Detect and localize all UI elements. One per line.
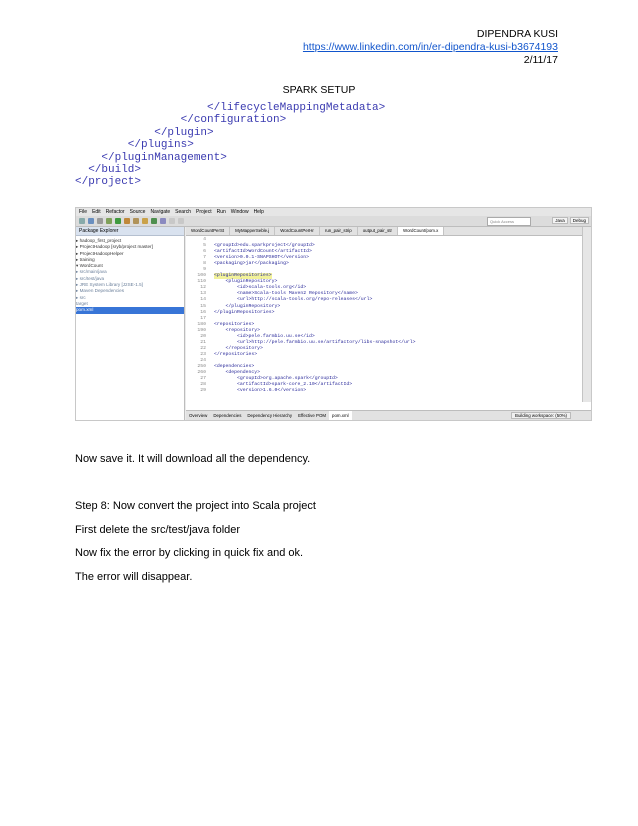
menu-search[interactable]: Search bbox=[175, 209, 192, 215]
line-text: </repositories> bbox=[214, 351, 258, 357]
tree-item[interactable]: ▸ training bbox=[76, 256, 95, 262]
code-area[interactable] bbox=[186, 237, 591, 407]
tab-dependency-hierarchy[interactable]: Dependency Hierarchy bbox=[247, 413, 293, 418]
line-number: 28 bbox=[200, 382, 206, 388]
pom-editor bbox=[186, 227, 591, 420]
tab-dependencies[interactable]: Dependencies bbox=[213, 413, 242, 418]
line-number: 6 bbox=[203, 249, 206, 255]
line-number: 7 bbox=[203, 255, 206, 261]
tab-overview[interactable]: Overview bbox=[189, 413, 208, 418]
print-icon[interactable] bbox=[97, 218, 103, 224]
code-line bbox=[186, 388, 591, 394]
package-explorer-title: Package Explorer bbox=[76, 227, 184, 236]
line-number: 19⊖ bbox=[197, 327, 206, 333]
line-text: <repositories> bbox=[214, 321, 255, 327]
menu-source[interactable]: Source bbox=[129, 209, 146, 215]
tree-item[interactable]: ▸ ProjectHadoopHelper bbox=[76, 250, 124, 256]
line-text: <dependencies> bbox=[214, 363, 255, 369]
editor-tabs bbox=[186, 227, 591, 236]
xml-snippet bbox=[75, 102, 385, 189]
forward-icon[interactable] bbox=[178, 218, 184, 224]
perspective-switcher bbox=[552, 217, 589, 224]
tree-item-selected[interactable]: pom.xml bbox=[76, 307, 184, 313]
line-text: <artifactId>WordCount</artifactId> bbox=[214, 249, 312, 255]
line-text: <url>http://pele.farmbio.uu.se/artifactory/libs-snapshot</url> bbox=[214, 339, 416, 345]
right-side-toolbar bbox=[582, 227, 591, 402]
line-text: <groupId>org.apache.spark</groupId> bbox=[214, 376, 338, 382]
line-number: 8 bbox=[203, 261, 206, 267]
page-title: SPARK SETUP bbox=[282, 84, 356, 96]
menu-edit[interactable]: Edit bbox=[92, 209, 101, 215]
line-number: 10⊖ bbox=[197, 273, 206, 279]
line-number: 25⊖ bbox=[197, 363, 206, 369]
tree-item[interactable]: target bbox=[76, 300, 88, 306]
menu-bar bbox=[76, 208, 592, 216]
line-text: </pluginRepositories> bbox=[214, 309, 275, 315]
line-text: <repository> bbox=[214, 327, 261, 333]
xml-line: </pluginManagement> bbox=[75, 151, 227, 164]
menu-navigate[interactable]: Navigate bbox=[150, 209, 171, 215]
external-tools-icon[interactable] bbox=[124, 218, 130, 224]
paragraph: Step 8: Now convert the project into Scala project bbox=[75, 500, 316, 512]
tree-item[interactable]: ▸ ProjectHadoop [sryb/project master] bbox=[76, 244, 153, 250]
line-number: 4 bbox=[203, 237, 206, 242]
editor-tab[interactable]: run_pair_strip bbox=[320, 227, 358, 235]
new-class-icon[interactable] bbox=[151, 218, 157, 224]
line-text: <version>0.0.1-SNAPSHOT</version> bbox=[214, 255, 309, 261]
author-name: DIPENDRA KUSI bbox=[476, 28, 558, 40]
project-tree bbox=[76, 236, 184, 314]
line-text-highlighted: <pluginRepositories> bbox=[214, 273, 272, 279]
line-number: 26⊖ bbox=[197, 370, 206, 376]
quick-access-input[interactable]: Quick Access bbox=[487, 217, 531, 226]
line-text: <packaging>jar</packaging> bbox=[214, 261, 289, 267]
line-number: 21 bbox=[200, 339, 206, 345]
linkedin-url[interactable]: https://www.linkedin.com/in/er-dipendra-kusi-b3674193 bbox=[302, 41, 558, 53]
debug-perspective-button[interactable]: Debug bbox=[570, 217, 589, 224]
tree-item[interactable]: ▸ Maven Dependencies bbox=[76, 288, 125, 294]
line-text: <pluginRepository> bbox=[214, 279, 278, 285]
editor-tab-active[interactable]: WordCount/pom.x bbox=[398, 227, 444, 235]
line-number: 16 bbox=[200, 309, 206, 315]
line-text: <version>1.6.0</version> bbox=[214, 388, 307, 394]
line-number: 23 bbox=[200, 351, 206, 357]
editor-tab[interactable]: MyMapperSeble.j bbox=[230, 227, 275, 235]
paragraph: First delete the src/test/java folder bbox=[75, 524, 241, 536]
line-number: 9 bbox=[203, 267, 206, 273]
line-number: 13 bbox=[200, 291, 206, 297]
menu-help[interactable]: Help bbox=[253, 209, 264, 215]
status-indicator: Building workspace: (50%) bbox=[511, 412, 571, 419]
tree-item[interactable]: ▾ WordCount bbox=[76, 263, 103, 269]
menu-project[interactable]: Project bbox=[196, 209, 212, 215]
tree-item[interactable]: ▸ src/test/java bbox=[76, 275, 105, 281]
line-number: 29 bbox=[200, 388, 206, 394]
menu-run[interactable]: Run bbox=[216, 209, 226, 215]
line-number: 15 bbox=[200, 303, 206, 309]
tab-pom-xml[interactable]: pom.xml bbox=[329, 411, 352, 420]
new-icon[interactable] bbox=[79, 218, 85, 224]
new-package-icon[interactable] bbox=[142, 218, 148, 224]
eclipse-screenshot bbox=[75, 207, 592, 421]
editor-tab[interactable]: WordCountPerHr bbox=[275, 227, 320, 235]
xml-line: </plugins> bbox=[75, 139, 194, 152]
line-number: 14 bbox=[200, 297, 206, 303]
tree-item[interactable]: ▸ JRE System Library [J2SE-1.5] bbox=[76, 282, 143, 288]
paragraph: The error will disappear. bbox=[75, 571, 193, 583]
line-number: 17 bbox=[200, 315, 206, 321]
editor-tab[interactable]: WordCountPerSt bbox=[186, 227, 230, 235]
line-text: <url>http://scala-tools.org/repo-releases</url> bbox=[214, 297, 373, 303]
document-date: 2/11/17 bbox=[523, 54, 558, 66]
tree-item[interactable]: ▸ src/main/java bbox=[76, 269, 107, 275]
line-text: <artifactId>spark-core_2.10</artifactId> bbox=[214, 382, 353, 388]
tab-effective-pom[interactable]: Effective POM bbox=[298, 413, 327, 418]
menu-window[interactable]: Window bbox=[230, 209, 249, 215]
linkedin-link[interactable] bbox=[303, 41, 558, 54]
menu-file[interactable]: File bbox=[79, 209, 88, 215]
line-text: <id>scala-tools.org</id> bbox=[214, 285, 307, 291]
line-number: 27 bbox=[200, 376, 206, 382]
line-number: 22 bbox=[200, 345, 206, 351]
line-text: </repository> bbox=[214, 345, 263, 351]
line-number: 20 bbox=[200, 333, 206, 339]
save-icon[interactable] bbox=[88, 218, 94, 224]
line-text: </pluginRepository> bbox=[214, 303, 281, 309]
menu-refactor[interactable]: Refactor bbox=[105, 209, 125, 215]
package-explorer bbox=[76, 227, 185, 420]
line-number: 18⊖ bbox=[197, 321, 206, 327]
line-number: 24 bbox=[200, 357, 206, 363]
paragraph: Now save it. It will download all the dependency. bbox=[75, 453, 311, 465]
new-java-project-icon[interactable] bbox=[133, 218, 139, 224]
xml-line: </lifecycleMappingMetadata> bbox=[75, 102, 386, 114]
debug-icon[interactable] bbox=[106, 218, 112, 224]
line-number: 11⊖ bbox=[197, 279, 206, 285]
run-icon[interactable] bbox=[115, 218, 121, 224]
xml-line: </project> bbox=[75, 176, 142, 189]
line-number: 12 bbox=[200, 285, 206, 291]
line-number: 5 bbox=[203, 243, 206, 249]
line-text: <name>Scala-tools Maven2 Repository</name> bbox=[214, 291, 358, 297]
line-text: <groupId>edu.sparkproject</groupId> bbox=[214, 243, 315, 249]
java-perspective-button[interactable]: Java bbox=[552, 217, 568, 224]
line-text: <dependency> bbox=[214, 370, 261, 376]
tree-item[interactable]: ▸ src bbox=[76, 294, 86, 300]
tree-item[interactable]: ▸ hadoop_first_project bbox=[76, 238, 122, 243]
xml-line: </plugin> bbox=[75, 126, 214, 139]
paragraph: Now fix the error by clicking in quick fix and ok. bbox=[75, 547, 304, 559]
line-text: <id>pele.farmbio.uu.se</id> bbox=[214, 333, 315, 339]
xml-line: </configuration> bbox=[75, 114, 287, 127]
search-icon[interactable] bbox=[160, 218, 166, 224]
back-icon[interactable] bbox=[169, 218, 175, 224]
xml-line: </build> bbox=[75, 164, 142, 177]
editor-tab[interactable]: output_pair_str bbox=[358, 227, 398, 235]
